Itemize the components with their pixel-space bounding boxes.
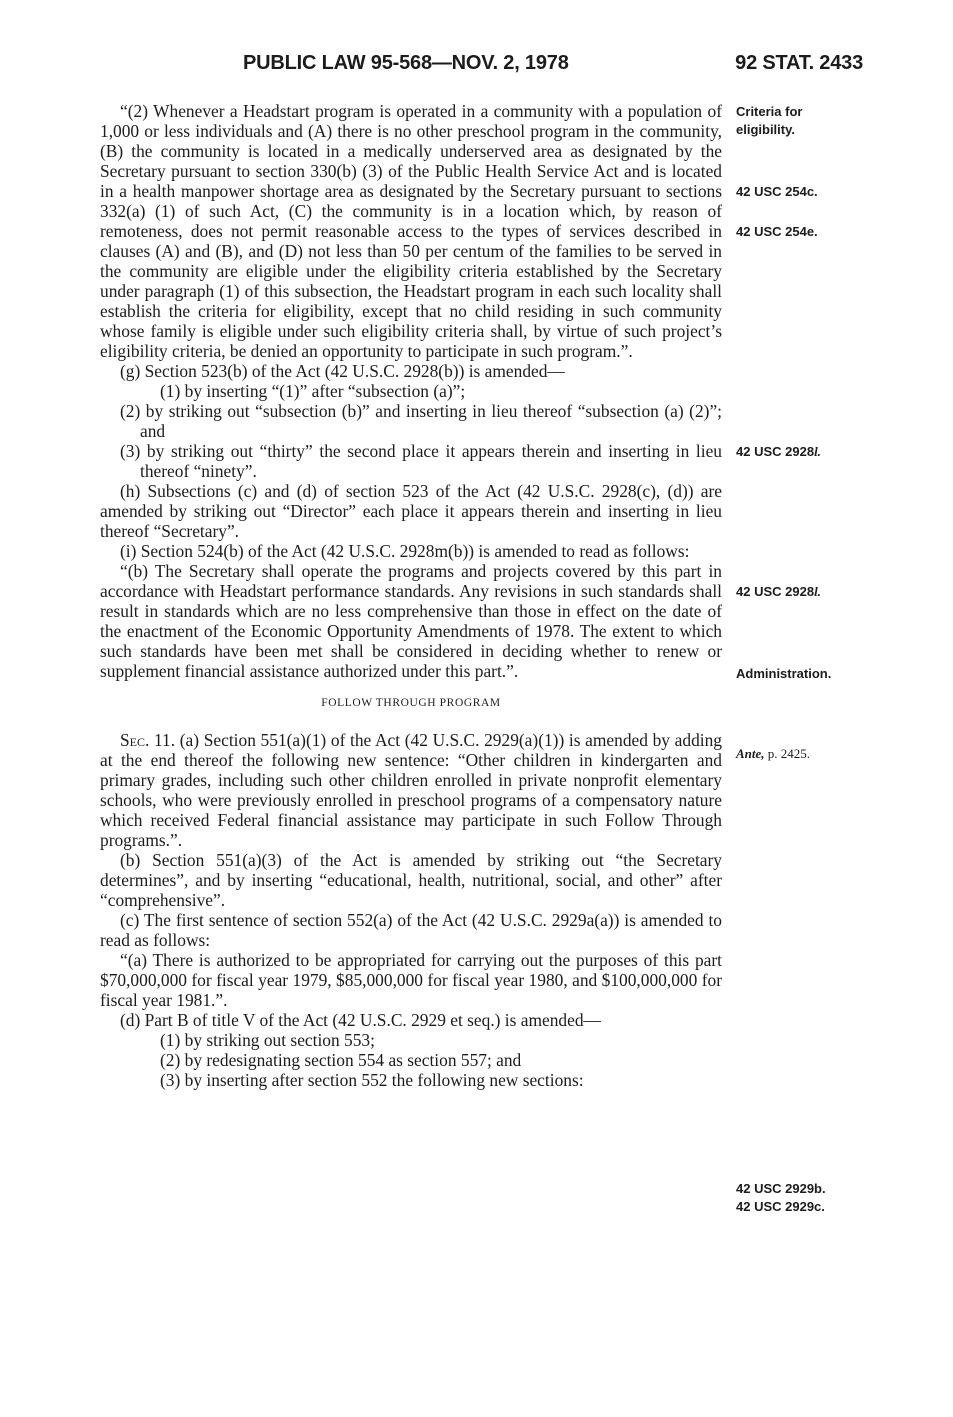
margin-note-2929c: 42 USC 2929c. bbox=[736, 1199, 825, 1214]
document-body bbox=[100, 101, 722, 1090]
paragraph-g: (g) Section 523(b) of the Act (42 U.S.C. 2928(b)) is amended— bbox=[120, 361, 565, 381]
margin-note-2928l-2: 42 USC 2928l. bbox=[736, 584, 821, 599]
section-label: Sec. 11. bbox=[120, 730, 176, 750]
paragraph-appropriation: “(a) There is authorized to be appropriated for carrying out the purposes of this part $70,000,000 for fiscal year 1979, $85,000,000 for fiscal year 1980, and $100,000,000 for fiscal year 1981.”. bbox=[100, 950, 722, 1010]
clause-g3: (3) by striking out “thirty” the second place it appears therein and inserting in lieu thereof “ninety”. bbox=[120, 441, 722, 481]
sec11-a-text: (a) Section 551(a)(1) of the Act (42 U.S.C. 2929(a)(1)) is amended by adding at the end thereof the following new sentence: “Other children in kindergarten and primary grades, including such other children enrolled in private nonprofit elementary schools, who were previously enrolled in preschool programs of a compensatory nature which received Federal financial assistance may participate in such Follow Through programs.”. bbox=[100, 730, 722, 850]
clause-d2: (2) by redesignating section 554 as section 557; and bbox=[160, 1050, 522, 1070]
paragraph-h: (h) Subsections (c) and (d) of section 523 of the Act (42 U.S.C. 2928(c), (d)) are amended by striking out “Director” each place it appears therein and inserting in lieu thereof “Secretary”. bbox=[100, 481, 722, 541]
margin-note-administration: Administration. bbox=[736, 666, 832, 681]
clause-d1: (1) by striking out section 553; bbox=[160, 1030, 375, 1050]
clause-g1: (1) by inserting “(1)” after “subsection (a)”; bbox=[160, 381, 466, 401]
clause-d3: (3) by inserting after section 552 the following new sections: bbox=[160, 1070, 584, 1090]
paragraph-eligibility: “(2) Whenever a Headstart program is operated in a community with a population of 1,000 or less individuals and (A) there is no other preschool program in the community, (B) the community is located in a medically underserved area as designated by the Secretary pursuant to section 330(b) (3) of the Public Health Service Act and is located in a health manpower shortage area as designated by the Secretary pursuant to sections 332(a) (1) of such Act, (C) the community is in a location which, by reason of remoteness, does not permit reasonable access to the types of services described in clauses (A) and (B), and (D) not less than 50 per centum of the families to be served in the community are eligible under the eligibility criteria established by the Secretary under paragraph (1) of this subsection, the Headstart program in each such locality shall establish the criteria for eligibility, except that no child residing in such community whose family is eligible under such eligibility criteria shall, by virtue of such project’s eligibility criteria, be denied an opportunity to participate in such program.”. bbox=[100, 101, 722, 361]
paragraph-d: (d) Part B of title V of the Act (42 U.S.C. 2929 et seq.) is amended— bbox=[120, 1010, 601, 1030]
margin-note-ante: Ante, p. 2425. bbox=[736, 746, 811, 761]
public-law-title: PUBLIC LAW 95-568—NOV. 2, 1978 bbox=[243, 52, 569, 74]
paragraph-i: (i) Section 524(b) of the Act (42 U.S.C. 2928m(b)) is amended to read as follows: bbox=[120, 541, 690, 561]
margin-note-254e: 42 USC 254e. bbox=[736, 224, 818, 239]
margin-note-2929b: 42 USC 2929b. bbox=[736, 1181, 826, 1196]
section-heading: FOLLOW THROUGH PROGRAM bbox=[321, 697, 501, 709]
paragraph-admin-b: “(b) The Secretary shall operate the programs and projects covered by this part in accordance with Headstart performance standards. Any revisions in such standards shall result in standards which are no less comprehensive than those in effect on the date of the enactment of the Economic Opportunity Amendments of 1978. The extent to which such standards have been met shall be considered in deciding whether to renew or supplement financial assistance authorized under this part.”. bbox=[100, 561, 722, 681]
clause-g2: (2) by striking out “subsection (b)” and inserting in lieu thereof “subsection (a) (2)”; and bbox=[120, 401, 722, 441]
paragraph-c: (c) The first sentence of section 552(a) of the Act (42 U.S.C. 2929a(a)) is amended to read as follows: bbox=[100, 910, 722, 950]
margin-note-2928l-1: 42 USC 2928l. bbox=[736, 444, 821, 459]
paragraph-sec11-a bbox=[100, 730, 722, 850]
statute-page-number: 92 STAT. 2433 bbox=[735, 52, 863, 74]
margin-note-criteria: Criteria for eligibility. bbox=[736, 104, 803, 137]
margin-note-254c: 42 USC 254c. bbox=[736, 184, 818, 199]
paragraph-b: (b) Section 551(a)(3) of the Act is amended by striking out “the Secretary determines”, and by inserting “educational, health, nutritional, social, and other” after “comprehensive”. bbox=[100, 850, 722, 910]
